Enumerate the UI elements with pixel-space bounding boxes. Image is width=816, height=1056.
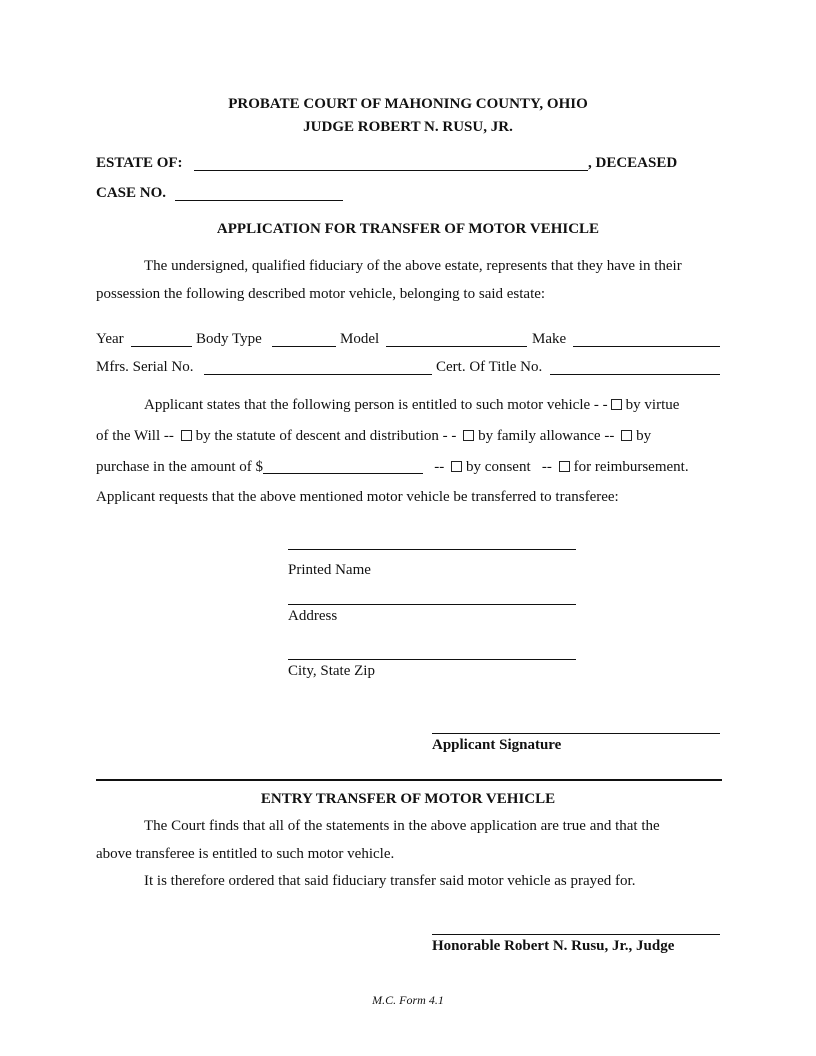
purchase-amount-label: purchase in the amount of $	[96, 459, 264, 475]
checkbox-by-virtue[interactable]	[611, 399, 622, 410]
entitlement-text: Applicant states that the following person is entitled to such motor vehicle - -	[144, 397, 608, 413]
checkbox-purchase[interactable]	[621, 430, 632, 441]
purchase-by-label: by	[636, 428, 652, 444]
year-field[interactable]	[131, 346, 192, 347]
estate-label: ESTATE OF:	[96, 155, 183, 171]
intro-line-1: The undersigned, qualified fiduciary of the above estate, represents that they have in their	[144, 258, 682, 274]
purchase-amount-field[interactable]	[263, 459, 423, 474]
estate-name-field[interactable]	[194, 170, 588, 171]
address-field[interactable]	[288, 604, 576, 605]
checkbox-statute[interactable]	[181, 430, 192, 441]
applicant-signature-field[interactable]	[432, 733, 720, 734]
consent-label: by consent	[466, 459, 531, 475]
judge-signature-label: Honorable Robert N. Rusu, Jr., Judge	[432, 938, 675, 954]
year-label: Year	[96, 331, 124, 347]
serial-label: Mfrs. Serial No.	[96, 359, 194, 375]
entry-line-2: above transferee is entitled to such motor vehicle.	[96, 846, 395, 862]
deceased-label: , DECEASED	[588, 155, 678, 171]
family-allowance-label: by family allowance --	[478, 428, 615, 444]
title-number-field[interactable]	[550, 374, 720, 375]
entitlement-line-3	[96, 459, 689, 476]
statute-label: by the statute of descent and distribution - -	[195, 428, 457, 444]
city-state-zip-field[interactable]	[288, 659, 576, 660]
checkbox-family-allowance[interactable]	[463, 430, 474, 441]
case-label: CASE NO.	[96, 185, 167, 201]
by-virtue-label: by virtue	[625, 397, 680, 413]
case-number-field[interactable]	[175, 200, 343, 201]
entitlement-line-1	[144, 397, 679, 414]
of-the-will-label: of the Will --	[96, 428, 174, 444]
dash-2: --	[541, 459, 552, 475]
make-label: Make	[532, 331, 567, 347]
title-number-label: Cert. Of Title No.	[436, 359, 543, 375]
model-field[interactable]	[386, 346, 527, 347]
judge-signature-field[interactable]	[432, 934, 720, 935]
entry-title: ENTRY TRANSFER OF MOTOR VEHICLE	[260, 791, 556, 807]
applicant-signature-label: Applicant Signature	[432, 737, 562, 753]
model-label: Model	[340, 331, 380, 347]
checkbox-consent[interactable]	[451, 461, 462, 472]
judge-name: JUDGE ROBERT N. RUSU, JR.	[303, 119, 513, 135]
address-label: Address	[288, 608, 338, 624]
serial-field[interactable]	[204, 374, 432, 375]
court-name: PROBATE COURT OF MAHONING COUNTY, OHIO	[228, 96, 588, 112]
application-title: APPLICATION FOR TRANSFER OF MOTOR VEHICLE	[216, 221, 600, 237]
entry-line-1: The Court finds that all of the statements in the above application are true and that the	[144, 818, 660, 834]
form-number: M.C. Form 4.1	[372, 993, 444, 1007]
body-type-field[interactable]	[272, 346, 336, 347]
section-divider	[96, 779, 722, 781]
entitlement-line-2	[96, 428, 651, 445]
intro-line-2: possession the following described motor vehicle, belonging to said estate:	[96, 286, 546, 302]
printed-name-label: Printed Name	[288, 562, 371, 578]
printed-name-field[interactable]	[288, 549, 576, 550]
make-field[interactable]	[573, 346, 720, 347]
body-type-label: Body Type	[196, 331, 262, 347]
dash-1: --	[434, 459, 445, 475]
transfer-request: Applicant requests that the above mentioned motor vehicle be transferred to transferee:	[96, 489, 619, 505]
city-state-zip-label: City, State Zip	[288, 663, 375, 679]
reimbursement-label: for reimbursement.	[573, 459, 689, 475]
checkbox-reimbursement[interactable]	[559, 461, 570, 472]
entry-line-3: It is therefore ordered that said fiduciary transfer said motor vehicle as prayed for.	[144, 873, 636, 889]
